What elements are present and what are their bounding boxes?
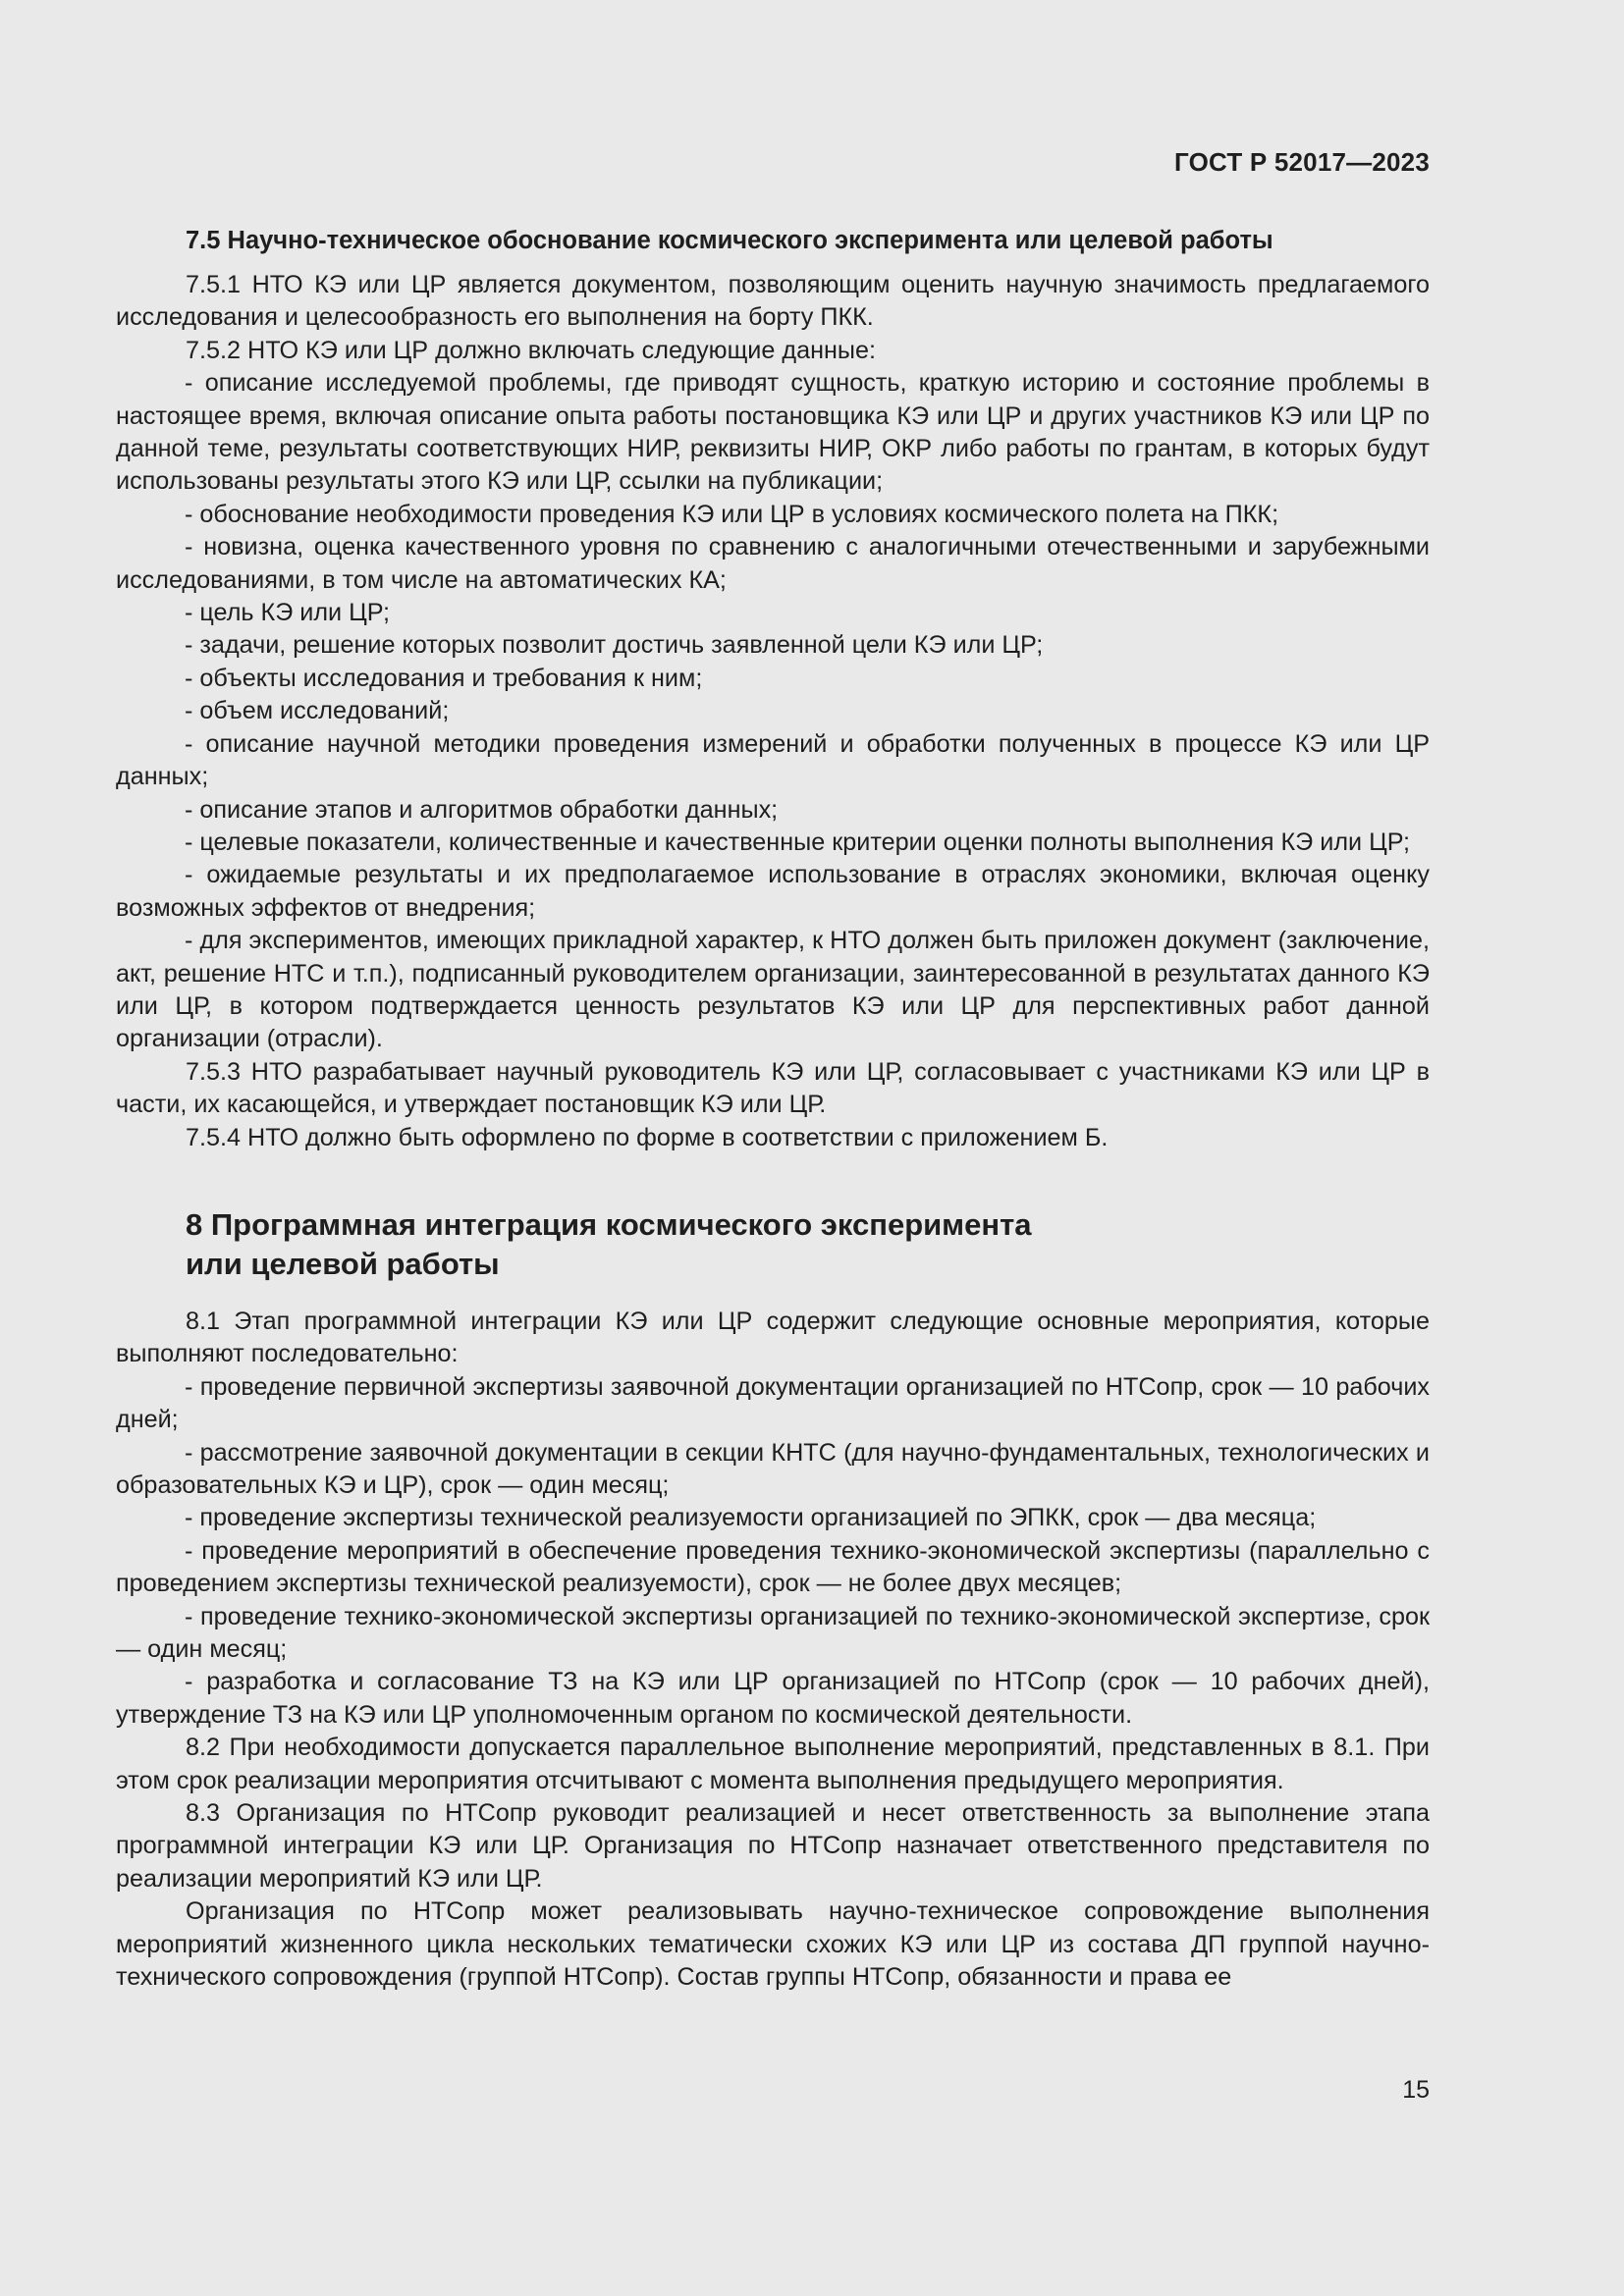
list-item: - проведение технико-экономической экспертизы организацией по технико-экономической экспертизе, срок — один месяц; — [116, 1602, 1430, 1664]
list-item: - проведение первичной экспертизы заявочной документации организацией по НТСопр, срок — 10 рабочих дней; — [116, 1372, 1430, 1434]
section-title-line-1: 8 Программная интеграция космического эксперимента — [186, 1206, 1032, 1242]
list-item: - задачи, решение которых позволит достичь заявленной цели КЭ или ЦР; — [185, 631, 1044, 660]
paragraph: 7.5.1 НТО КЭ или ЦР является документом, позволяющим оценить научную значимость предлагаемого исследования и целесообразность его выполнения на борту ПКК. — [116, 271, 1430, 332]
list-item: - целевые показатели, количественные и качественные критерии оценки полноты выполнения КЭ или ЦР; — [185, 828, 1410, 856]
paragraph: 7.5.4 НТО должно быть оформлено по форме в соответствии с приложением Б. — [186, 1123, 1109, 1151]
list-item: - объекты исследования и требования к ним; — [185, 664, 703, 692]
paragraph: 8.3 Организация по НТСопр руководит реализацией и несет ответственность за выполнение этапа программной интеграции КЭ или ЦР. Организация по НТСопр назначает ответственного представителя по реализации мероприятий КЭ или ЦР. — [116, 1799, 1430, 1893]
section-title-8 — [116, 1205, 1430, 1284]
paragraph: 7.5.2 НТО КЭ или ЦР должно включать следующие данные: — [186, 336, 877, 364]
list-item: - для экспериментов, имеющих прикладной характер, к НТО должен быть приложен документ (заключение, акт, решение НТС и т.п.), подписанный руководителем организации, заинтересованной в результатах данного КЭ или ЦР, в котором подтверждается ценность результатов КЭ или ЦР для перспективных работ данной организации (отрасли). — [116, 927, 1430, 1053]
list-item: - объем исследований; — [185, 697, 450, 725]
list-item: - обоснование необходимости проведения КЭ или ЦР в условиях космического полета на ПКК; — [185, 500, 1279, 528]
list-item: - разработка и согласование ТЗ на КЭ или ЦР организацией по НТСопр (срок — 10 рабочих дней), утверждение ТЗ на КЭ или ЦР уполномоченным органом по космической деятельности. — [116, 1668, 1430, 1729]
list-item: - описание научной методики проведения измерений и обработки полученных в процессе КЭ или ЦР данных; — [116, 729, 1430, 791]
page-number: 15 — [1402, 2076, 1430, 2104]
list-item: - проведение мероприятий в обеспечение проведения технико-экономической экспертизы (параллельно с проведением экспертизы технической реализуемости), срок — не более двух месяцев; — [116, 1536, 1430, 1598]
list-item: - ожидаемые результаты и их предполагаемое использование в отраслях экономики, включая оценку возможных эффектов от внедрения; — [116, 861, 1430, 922]
list-item: - проведение экспертизы технической реализуемости организацией по ЭПКК, срок — два месяца; — [185, 1504, 1317, 1532]
paragraph: 8.2 При необходимости допускается параллельное выполнение мероприятий, представленных в 8.1. При этом срок реализации мероприятия отсчитывают с момента выполнения предыдущего мероприятия. — [116, 1734, 1430, 1794]
list-item: - описание этапов и алгоритмов обработки данных; — [185, 795, 779, 824]
document-code-header: ГОСТ Р 52017—2023 — [1174, 147, 1430, 177]
list-item: - описание исследуемой проблемы, где приводят сущность, краткую историю и состояние проблемы в настоящее время, включая описание опыта работы постановщика КЭ или ЦР и других участников КЭ или ЦР по данной теме, результаты соответствующих НИР, реквизиты НИР, ОКР либо работы по грантам, в которых будут использованы результаты этого КЭ или ЦР, ссылки на публикации; — [116, 369, 1430, 496]
paragraph: Организация по НТСопр может реализовывать научно-техническое сопровождение выполнения мероприятий жизненного цикла нескольких тематически схожих КЭ или ЦР из состава ДП группой научно-технического сопровождения (группой НТСопр). Состав группы НТСопр, обязанности и права ее — [116, 1897, 1430, 1992]
list-item: - новизна, оценка качественного уровня по сравнению с аналогичными отечественными и зарубежными исследованиями, в том числе на автоматических КА; — [116, 533, 1430, 594]
list-item: - рассмотрение заявочной документации в секции КНТС (для научно-фундаментальных, технологических и образовательных КЭ и ЦР), срок — один месяц; — [116, 1438, 1430, 1499]
document-body — [116, 224, 1430, 1995]
paragraph: 7.5.3 НТО разрабатывает научный руководитель КЭ или ЦР, согласовывает с участниками КЭ или ЦР в части, их касающейся, и утверждает постановщик КЭ или ЦР. — [116, 1057, 1430, 1119]
section-title-line-2: или целевой работы — [186, 1246, 500, 1281]
list-item: - цель КЭ или ЦР; — [185, 599, 391, 627]
paragraph: 8.1 Этап программной интеграции КЭ или ЦР содержит следующие основные мероприятия, которые выполняют последовательно: — [116, 1307, 1430, 1368]
subsection-title-7-5: 7.5 Научно-техническое обоснование космического эксперимента или целевой работы — [186, 227, 1273, 254]
